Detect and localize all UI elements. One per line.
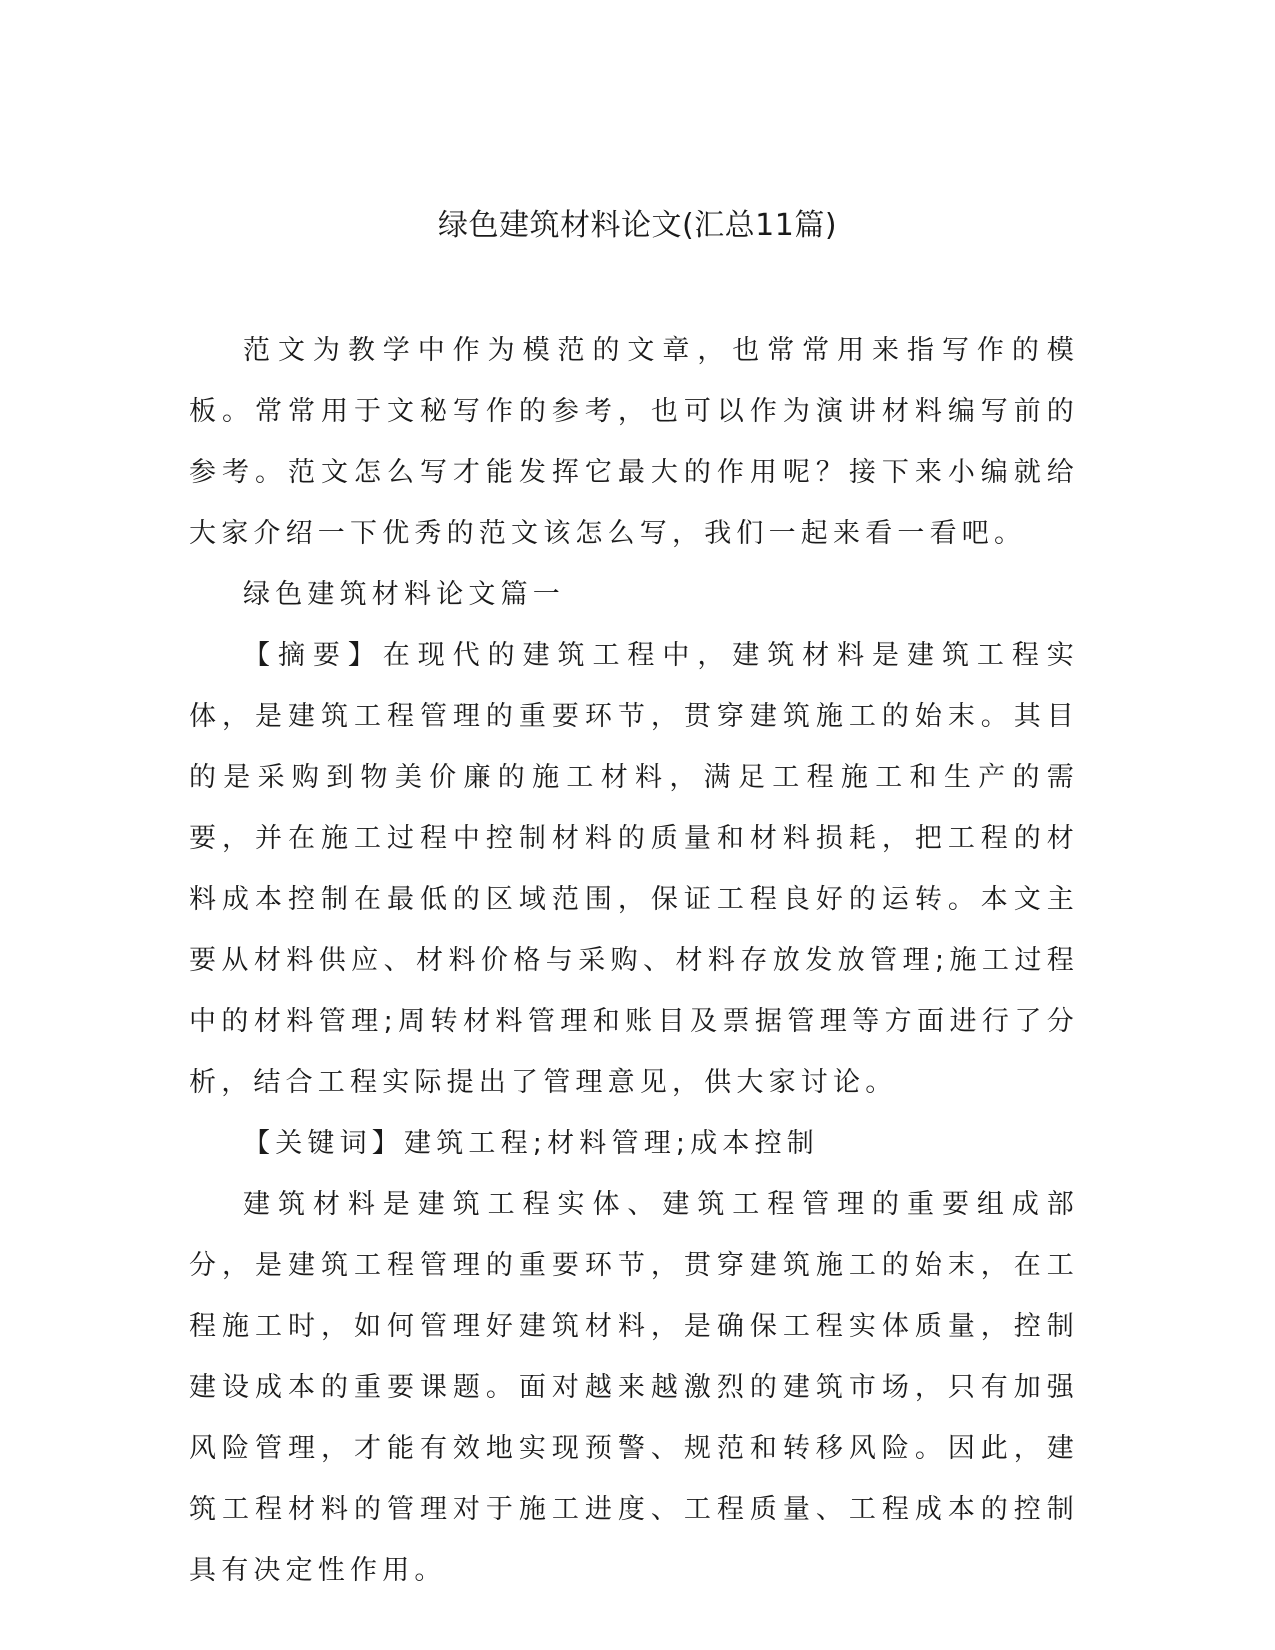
document-title: 绿色建筑材料论文(汇总11篇): [437, 208, 838, 243]
document-body: [189, 320, 1079, 1601]
intro-paragraph: 范文为教学中作为模范的文章，也常常用来指写作的模板。常常用于文秘写作的参考，也可以作为演讲材料编写前的参考。范文怎么写才能发挥它最大的作用呢？接下来小编就给大家介绍一下优秀的范文该怎么写，我们一起来看一看吧。: [189, 335, 1079, 549]
abstract-paragraph: 【摘要】在现代的建筑工程中，建筑材料是建筑工程实体，是建筑工程管理的重要环节，贯穿建筑施工的始末。其目的是采购到物美价廉的施工材料，满足工程施工和生产的需要，并在施工过程中控制材料的质量和材料损耗，把工程的材料成本控制在最低的区域范围，保证工程良好的运转。本文主要从材料供应、材料价格与采购、材料存放发放管理;施工过程中的材料管理;周转材料管理和账目及票据管理等方面进行了分析，结合工程实际提出了管理意见，供大家讨论。: [189, 640, 1079, 1098]
body-paragraph: 建筑材料是建筑工程实体、建筑工程管理的重要组成部分，是建筑工程管理的重要环节，贯穿建筑施工的始末，在工程施工时，如何管理好建筑材料，是确保工程实体质量，控制建设成本的重要课题。面对越来越激烈的建筑市场，只有加强风险管理，才能有效地实现预警、规范和转移风险。因此，建筑工程材料的管理对于施工进度、工程质量、工程成本的控制具有决定性作用。: [189, 1189, 1079, 1586]
keywords-paragraph: 【关键词】建筑工程;材料管理;成本控制: [243, 1128, 819, 1159]
section-heading: 绿色建筑材料论文篇一: [243, 579, 565, 610]
